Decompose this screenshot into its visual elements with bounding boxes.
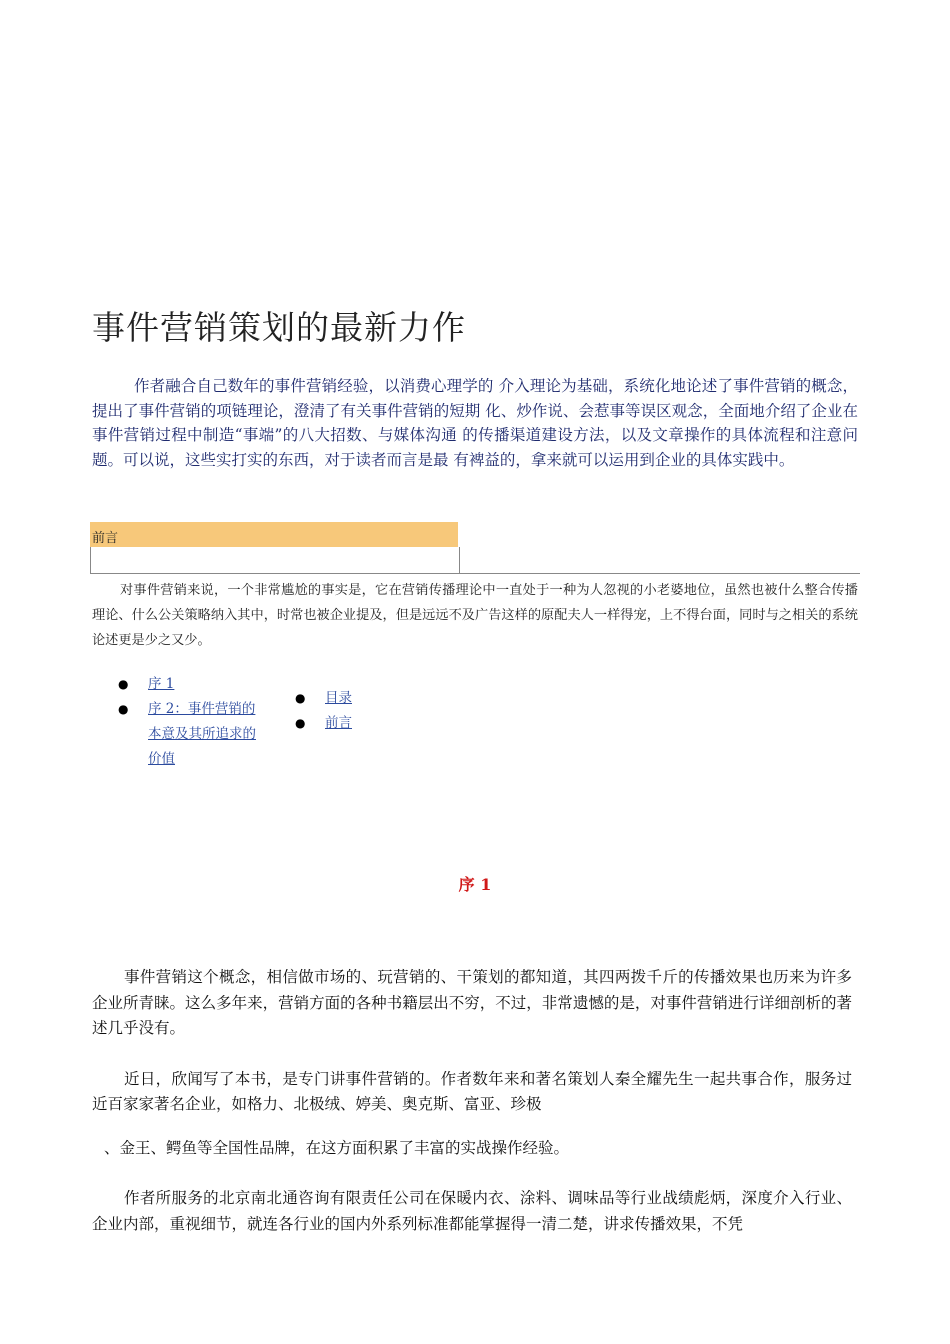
body-paragraph: 作者所服务的北京南北通咨询有限责任公司在保暖内衣、涂料、调味品等行业战绩彪炳，深度介入行业、企业内部，重视细节，就连各行业的国内外系列标准都能掌握得一清二楚，讲求传播效果，不凭 [92,1189,852,1233]
intro-text: 作者融合自己数年的事件营销经验，以消费心理学的 介入理论为基础，系统化地论述了事件营销的概念，提出了事件营销的项链理论，澄清了有关事件营销的短期 化、炒作说、会惹事等误区观念，全面地介绍了企业在事件营销过程中制造“事端”的八大招数、与媒体沟通 的传播渠道建设方法，以及文章操作的具体流程和注意问题。可以说，这些实打实的东西，对于读者而言是最 有裨益的，拿来就可以运用到企业的具体实践中。 [92,377,858,469]
toc-link-xu1[interactable]: 序 1 [148,676,175,692]
preface-box [90,547,460,574]
bullet-icon: ● [118,677,129,691]
body-paragraph: 、金王、鳄鱼等全国性品牌，在这方面积累了丰富的实战操作经验。 [104,1138,570,1157]
bullet-icon: ● [118,702,129,716]
preface-paragraph [92,578,858,653]
preface-header-bar [90,522,458,547]
bullet-icon: ● [295,691,306,705]
toc-item [118,672,268,697]
toc-link-xu2[interactable]: 序 2：事件营销的本意及其所追求的价值 [148,701,256,767]
toc-item [295,686,405,711]
preface-text: 对事件营销来说，一个非常尴尬的事实是，它在营销传播理论中一直处于一种为人忽视的小老婆地位，虽然也被什么整合传播理论、什么公关策略纳入其中，时常也被企业提及，但是远远不及广告这样的原配夫人一样得宠，上不得台面，同时与之相关的系统论述更是少之又少。 [92,583,858,648]
body-paragraph: 近日，欣闻写了本书，是专门讲事件营销的。作者数年来和著名策划人秦全耀先生一起共事合作，服务过近百家家著名企业，如格力、北极绒、婷美、奥克斯、富亚、珍极 [92,1069,852,1113]
toc-item [295,711,405,736]
body-text [92,965,852,1262]
bullet-icon: ● [295,716,306,730]
toc-link-contents[interactable]: 目录 [325,690,352,706]
preface-label: 前言 [92,531,119,546]
toc-item [118,697,268,772]
toc-list-left [118,672,268,772]
page-title: 事件营销策划的最新力作 [92,308,466,347]
preface-divider [460,573,860,574]
section-heading: 序 1 [458,875,492,894]
intro-paragraph [92,374,858,472]
toc-link-preface[interactable]: 前言 [325,715,352,731]
toc-list-right [295,686,405,736]
body-paragraph: 事件营销这个概念，相信做市场的、玩营销的、干策划的都知道，其四两拨千斤的传播效果也历来为许多企业所青睐。这么多年来，营销方面的各种书籍层出不穷，不过，非常遗憾的是，对事件营销进行详细剖析的著述几乎没有。 [92,968,852,1037]
